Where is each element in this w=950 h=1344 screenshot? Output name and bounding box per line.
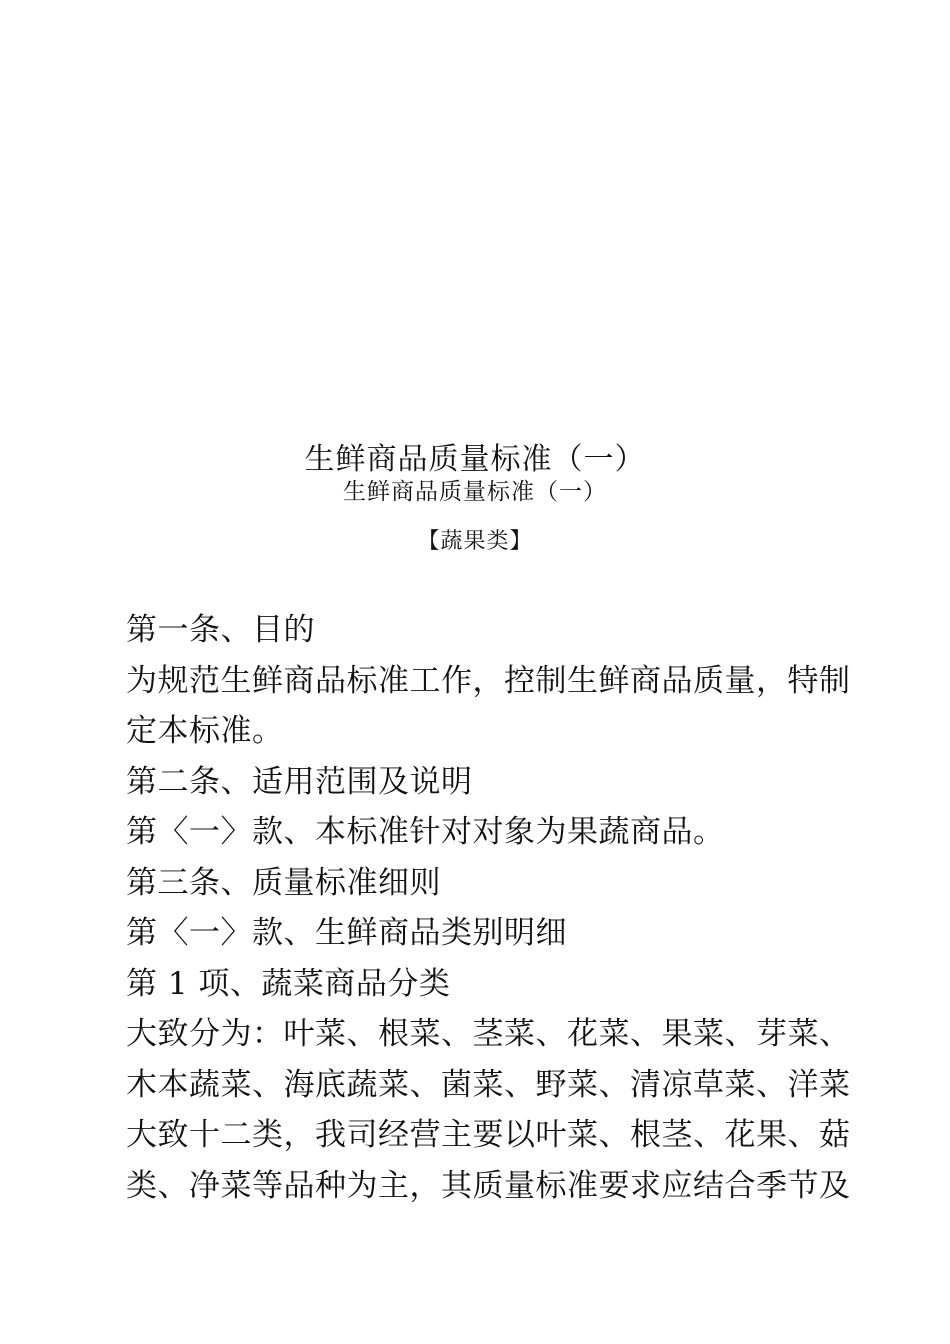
body-line: 定本标准。 (126, 713, 284, 749)
body-line: 类、净菜等品种为主，其质量标准要求应结合季节及 (126, 1167, 851, 1204)
body-line: 第〈一〉款、本标准针对对象为果蔬商品。 (126, 814, 725, 850)
body-line: 大致分为：叶菜、根菜、茎菜、花菜、果菜、芽菜、 (126, 1016, 851, 1052)
heading-article-1: 第一条、目的 (126, 612, 315, 648)
body-line: 大致十二类，我司经营主要以叶菜、根茎、花果、菇 (126, 1117, 851, 1153)
body-line: 为规范生鲜商品标准工作，控制生鲜商品质量，特制 (126, 662, 851, 699)
heading-article-3: 第三条、质量标准细则 (126, 864, 441, 901)
document-subtitle: 生鲜商品质量标准（一） (343, 479, 607, 505)
section-tag: 【蔬果类】 (417, 529, 533, 554)
body-line: 第 1 项、蔬菜商品分类 (126, 965, 451, 1002)
heading-article-2: 第二条、适用范围及说明 (126, 763, 473, 800)
document-title: 生鲜商品质量标准（一） (304, 442, 646, 477)
body-line: 第〈一〉款、生鲜商品类别明细 (126, 915, 567, 951)
body-line: 木本蔬菜、海底蔬菜、菌菜、野菜、清凉草菜、洋菜 (126, 1066, 851, 1103)
document-body (126, 605, 866, 1211)
